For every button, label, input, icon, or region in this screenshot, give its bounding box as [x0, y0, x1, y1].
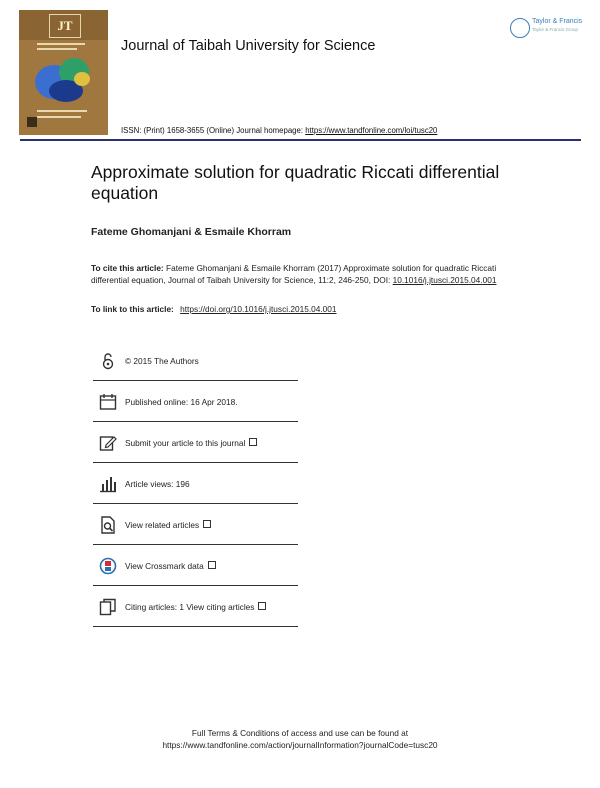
cover-stripe: [37, 110, 87, 112]
edit-pencil-icon: [99, 434, 117, 452]
citation-doi-link[interactable]: 10.1016/j.jtusci.2015.04.001: [392, 275, 497, 285]
article-doi-link[interactable]: https://doi.org/10.1016/j.jtusci.2015.04.001: [180, 304, 337, 314]
article-link-line: [91, 304, 337, 314]
meta-row-views: [93, 463, 298, 504]
related-articles-link[interactable]: [125, 520, 211, 530]
crossmark-link[interactable]: [125, 561, 216, 571]
citation-text: Fateme Ghomanjani & Esmaile Khorram (2017) Approximate solution for quadratic Riccati differential equation, Journal of Taibah University for Science, 11:2, 246-250, DOI:: [91, 263, 497, 285]
meta-row-submit[interactable]: [93, 422, 298, 463]
publisher-logo[interactable]: [510, 16, 586, 40]
journal-cover-image: [19, 10, 108, 135]
external-link-icon: [208, 561, 216, 569]
related-articles-label: View related articles: [125, 520, 200, 530]
meta-row-crossmark[interactable]: [93, 545, 298, 586]
meta-row-license: [93, 340, 298, 381]
article-meta-list: [93, 340, 298, 627]
external-link-icon: [258, 602, 266, 610]
document-search-icon: [99, 516, 117, 534]
footer-terms-link[interactable]: https://www.tandfonline.com/action/journalInformation?journalCode=tusc20: [162, 740, 438, 750]
meta-row-related[interactable]: [93, 504, 298, 545]
article-authors: Fateme Ghomanjani & Esmaile Khorram: [91, 226, 292, 238]
submit-article-label: Submit your article to this journal: [125, 438, 246, 448]
calendar-icon: [99, 393, 117, 411]
cover-seal: [27, 117, 37, 127]
citation-block: [91, 262, 531, 286]
copy-documents-icon: [99, 598, 117, 616]
issn-line: [121, 126, 437, 135]
cover-stripe: [37, 43, 85, 45]
crossmark-label: View Crossmark data: [125, 561, 204, 571]
citing-articles-link[interactable]: [125, 602, 266, 612]
submit-article-link[interactable]: [125, 438, 257, 448]
crossmark-icon: [99, 557, 117, 575]
publisher-logo-group: Taylor & Francis Group: [532, 27, 579, 32]
article-views: Article views: 196: [125, 479, 190, 489]
bar-chart-icon: [99, 475, 117, 493]
open-access-lock-icon: [99, 352, 117, 370]
citation-label: To cite this article:: [91, 263, 164, 273]
cover-stripe: [37, 116, 81, 118]
cover-art-blob: [74, 72, 90, 86]
published-date: Published online: 16 Apr 2018.: [125, 397, 238, 407]
publisher-logo-name: Taylor & Francis: [532, 18, 583, 25]
publisher-logo-icon: [510, 18, 530, 38]
journal-title: Journal of Taibah University for Science: [121, 38, 376, 54]
citing-articles-label: Citing articles: 1 View citing articles: [125, 602, 255, 612]
external-link-icon: [249, 438, 257, 446]
cover-stripe: [37, 48, 77, 50]
license-text: © 2015 The Authors: [125, 356, 199, 366]
header-rule: [20, 139, 581, 141]
issn-text: ISSN: (Print) 1658-3655 (Online) Journal homepage:: [121, 126, 304, 135]
meta-row-published: [93, 381, 298, 422]
journal-homepage-link[interactable]: https://www.tandfonline.com/loi/tusc20: [305, 126, 438, 135]
article-title: Approximate solution for quadratic Riccati differential equation: [91, 162, 500, 203]
footer-terms-text: Full Terms & Conditions of access and use can be found at: [191, 728, 409, 738]
meta-row-citing[interactable]: [93, 586, 298, 627]
cover-logo: JT: [49, 14, 81, 38]
article-link-label: To link to this article:: [91, 304, 174, 314]
external-link-icon: [203, 520, 211, 528]
